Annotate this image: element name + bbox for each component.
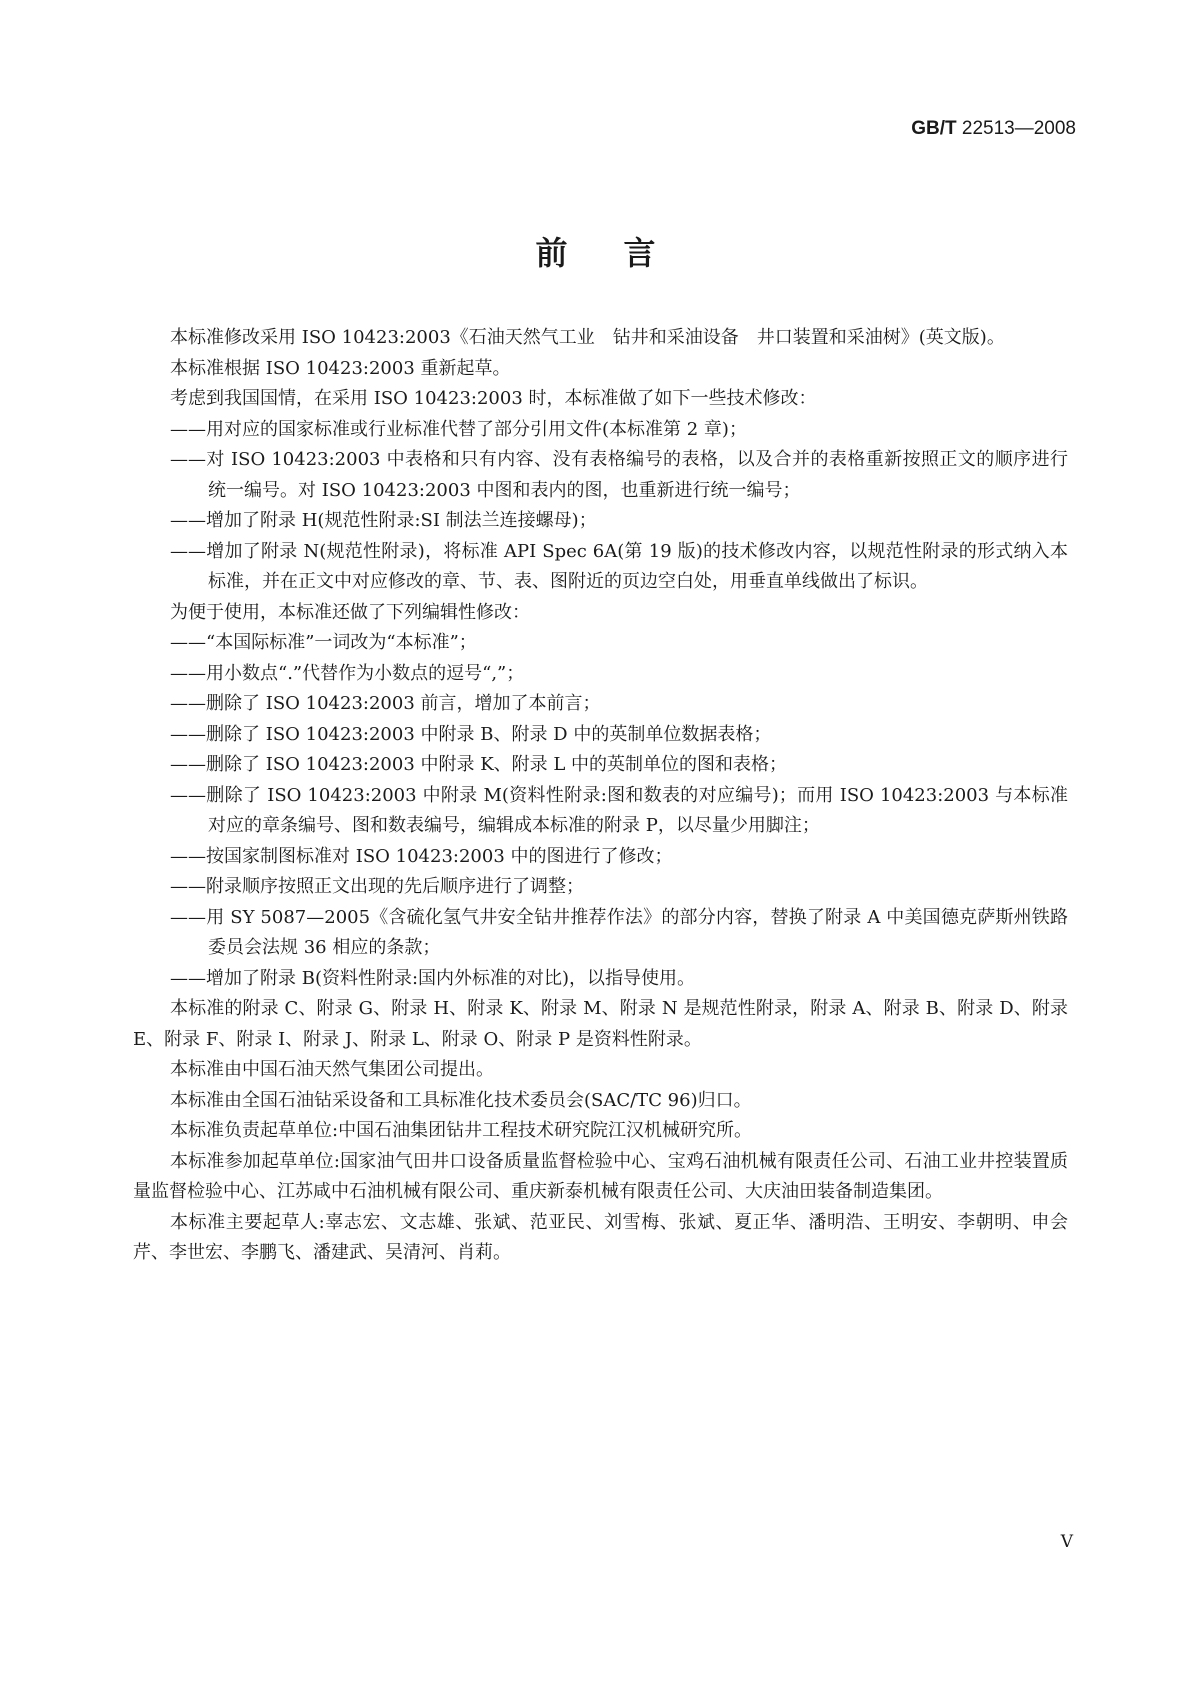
list-item: ——增加了附录 N(规范性附录)，将标准 API Spec 6A(第 19 版)的技术修改内容，以规范性附录的形式纳入本标准，并在正文中对应修改的章、节、表、图附近的页边空白处，用垂直单线做出了标识。 (170, 540, 1068, 592)
paragraph: 本标准根据 ISO 10423:2003 重新起草。 (170, 357, 511, 379)
page-title: 前言 (535, 234, 712, 272)
list-item: ——用 SY 5087—2005《含硫化氢气井安全钻井推荐作法》的部分内容，替换了附录 A 中美国德克萨斯州铁路委员会法规 36 相应的条款； (170, 906, 1068, 958)
list-item: ——按国家制图标准对 ISO 10423:2003 中的图进行了修改； (170, 845, 673, 867)
paragraph: 本标准修改采用 ISO 10423:2003《石油天然气工业 钻井和采油设备 井口装置和采油树》(英文版)。 (170, 327, 1005, 348)
page-number: V (1060, 1532, 1073, 1552)
list-item: ——删除了 ISO 10423:2003 中附录 K、附录 L 中的英制单位的图和表格； (170, 754, 788, 775)
paragraph: 考虑到我国国情，在采用 ISO 10423:2003 时，本标准做了如下一些技术修改： (170, 388, 817, 409)
list-item: ——删除了 ISO 10423:2003 前言，增加了本前言； (170, 693, 601, 714)
paragraph: 本标准由全国石油钻采设备和工具标准化技术委员会(SAC/TC 96)归口。 (170, 1089, 752, 1111)
list-item: ——用对应的国家标准或行业标准代替了部分引用文件(本标准第 2 章)； (170, 418, 747, 440)
list-item: ——“本国际标准”一词改为“本标准”； (170, 632, 477, 653)
list-item: ——对 ISO 10423:2003 中表格和只有内容、没有表格编号的表格，以及合并的表格重新按照正文的顺序进行统一编号。对 ISO 10423:2003 中图和表内的图，也重新进行统一编号； (170, 449, 1068, 501)
list-item: ——增加了附录 H(规范性附录:SI 制法兰连接螺母)； (170, 510, 597, 531)
standard-code-number: 22513—2008 (961, 118, 1076, 139)
paragraph: 本标准的附录 C、附录 G、附录 H、附录 K、附录 M、附录 N 是规范性附录，附录 A、附录 B、附录 D、附录 E、附录 F、附录 I、附录 J、附录 L、附录 O、附录 P 是资料性附录。 (133, 998, 1068, 1050)
standard-code-prefix: GB/T (911, 118, 957, 139)
paragraph: 为便于使用，本标准还做了下列编辑性修改： (170, 601, 530, 623)
foreword-body (133, 323, 1068, 1269)
list-item: ——删除了 ISO 10423:2003 中附录 M(资料性附录:图和数表的对应编号)；而用 ISO 10423:2003 与本标准对应的章条编号、图和数表编号，编辑成本标准的附录 P，以尽量少用脚注； (170, 784, 1068, 836)
list-item: ——用小数点“.”代替作为小数点的逗号“,”； (170, 662, 525, 684)
paragraph: 本标准参加起草单位:国家油气田井口设备质量监督检验中心、宝鸡石油机械有限责任公司、石油工业井控装置质量监督检验中心、江苏咸中石油机械有限公司、重庆新泰机械有限责任公司、大庆油田装备制造集团。 (133, 1150, 1068, 1202)
paragraph: 本标准负责起草单位:中国石油集团钻井工程技术研究院江汉机械研究所。 (170, 1120, 753, 1141)
standard-code (911, 118, 1076, 140)
list-item: ——删除了 ISO 10423:2003 中附录 B、附录 D 中的英制单位数据表格； (170, 723, 772, 745)
list-item: ——附录顺序按照正文出现的先后顺序进行了调整； (170, 876, 584, 897)
paragraph: 本标准由中国石油天然气集团公司提出。 (170, 1059, 494, 1080)
paragraph: 本标准主要起草人:辜志宏、文志雄、张斌、范亚民、刘雪梅、张斌、夏正华、潘明浩、王明安、李朝明、申会芹、李世宏、李鹏飞、潘建武、吴清河、肖莉。 (133, 1211, 1068, 1263)
list-item: ——增加了附录 B(资料性附录:国内外标准的对比)，以指导使用。 (170, 967, 696, 989)
